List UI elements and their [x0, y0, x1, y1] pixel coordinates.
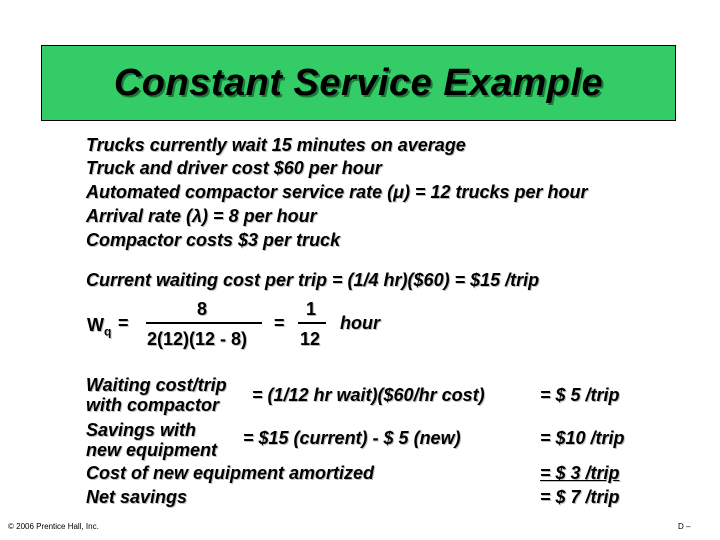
savings-calc: = $15 (current) - $ 5 (new)	[243, 428, 461, 448]
amortized-result: = $ 3 /trip	[540, 463, 620, 483]
formula-subscript: q	[104, 324, 112, 339]
formula-numerator-2: 1	[306, 299, 317, 319]
title-banner	[41, 45, 676, 121]
copyright-footer: © 2006 Prentice Hall, Inc.	[8, 522, 99, 531]
fact-wait-time: Trucks currently wait 15 minutes on average	[86, 135, 466, 155]
formula-denominator-2: 12	[300, 329, 321, 349]
formula-lhs	[87, 314, 111, 343]
fact-arrival-rate: Arrival rate (λ) = 8 per hour	[86, 206, 317, 226]
savings-label-line1: Savings with	[86, 420, 197, 440]
fact-driver-cost: Truck and driver cost $60 per hour	[86, 158, 382, 178]
waiting-result: = $ 5 /trip	[540, 385, 620, 405]
waiting-calc: = (1/12 hr wait)($60/hr cost)	[252, 385, 485, 405]
current-waiting-cost: Current waiting cost per trip = (1/4 hr)($60) = $15 /trip	[86, 270, 540, 290]
fact-compactor-cost: Compactor costs $3 per truck	[86, 230, 341, 250]
net-savings-label: Net savings	[86, 487, 188, 507]
amortized-label: Cost of new equipment amortized	[86, 463, 375, 483]
page-number: D –	[678, 522, 691, 531]
slide-title: Constant Service Example	[113, 61, 604, 104]
waiting-label-line1: Waiting cost/trip	[86, 375, 227, 395]
waiting-label-line2: with compactor	[86, 395, 220, 415]
formula-w: W	[87, 315, 104, 335]
formula-unit: hour	[340, 313, 380, 333]
formula-denominator-1: 2(12)(12 - 8)	[147, 329, 248, 349]
fraction-bar-2	[298, 322, 326, 324]
formula-equals-2: =	[274, 313, 285, 333]
fact-service-rate: Automated compactor service rate (μ) = 12 trucks per hour	[86, 182, 588, 202]
formula-equals-1: =	[118, 313, 129, 333]
fraction-bar-1	[146, 322, 262, 324]
savings-result: = $10 /trip	[540, 428, 625, 448]
savings-label-line2: new equipment	[86, 440, 218, 460]
formula-numerator-1: 8	[197, 299, 208, 319]
net-savings-result: = $ 7 /trip	[540, 487, 620, 507]
